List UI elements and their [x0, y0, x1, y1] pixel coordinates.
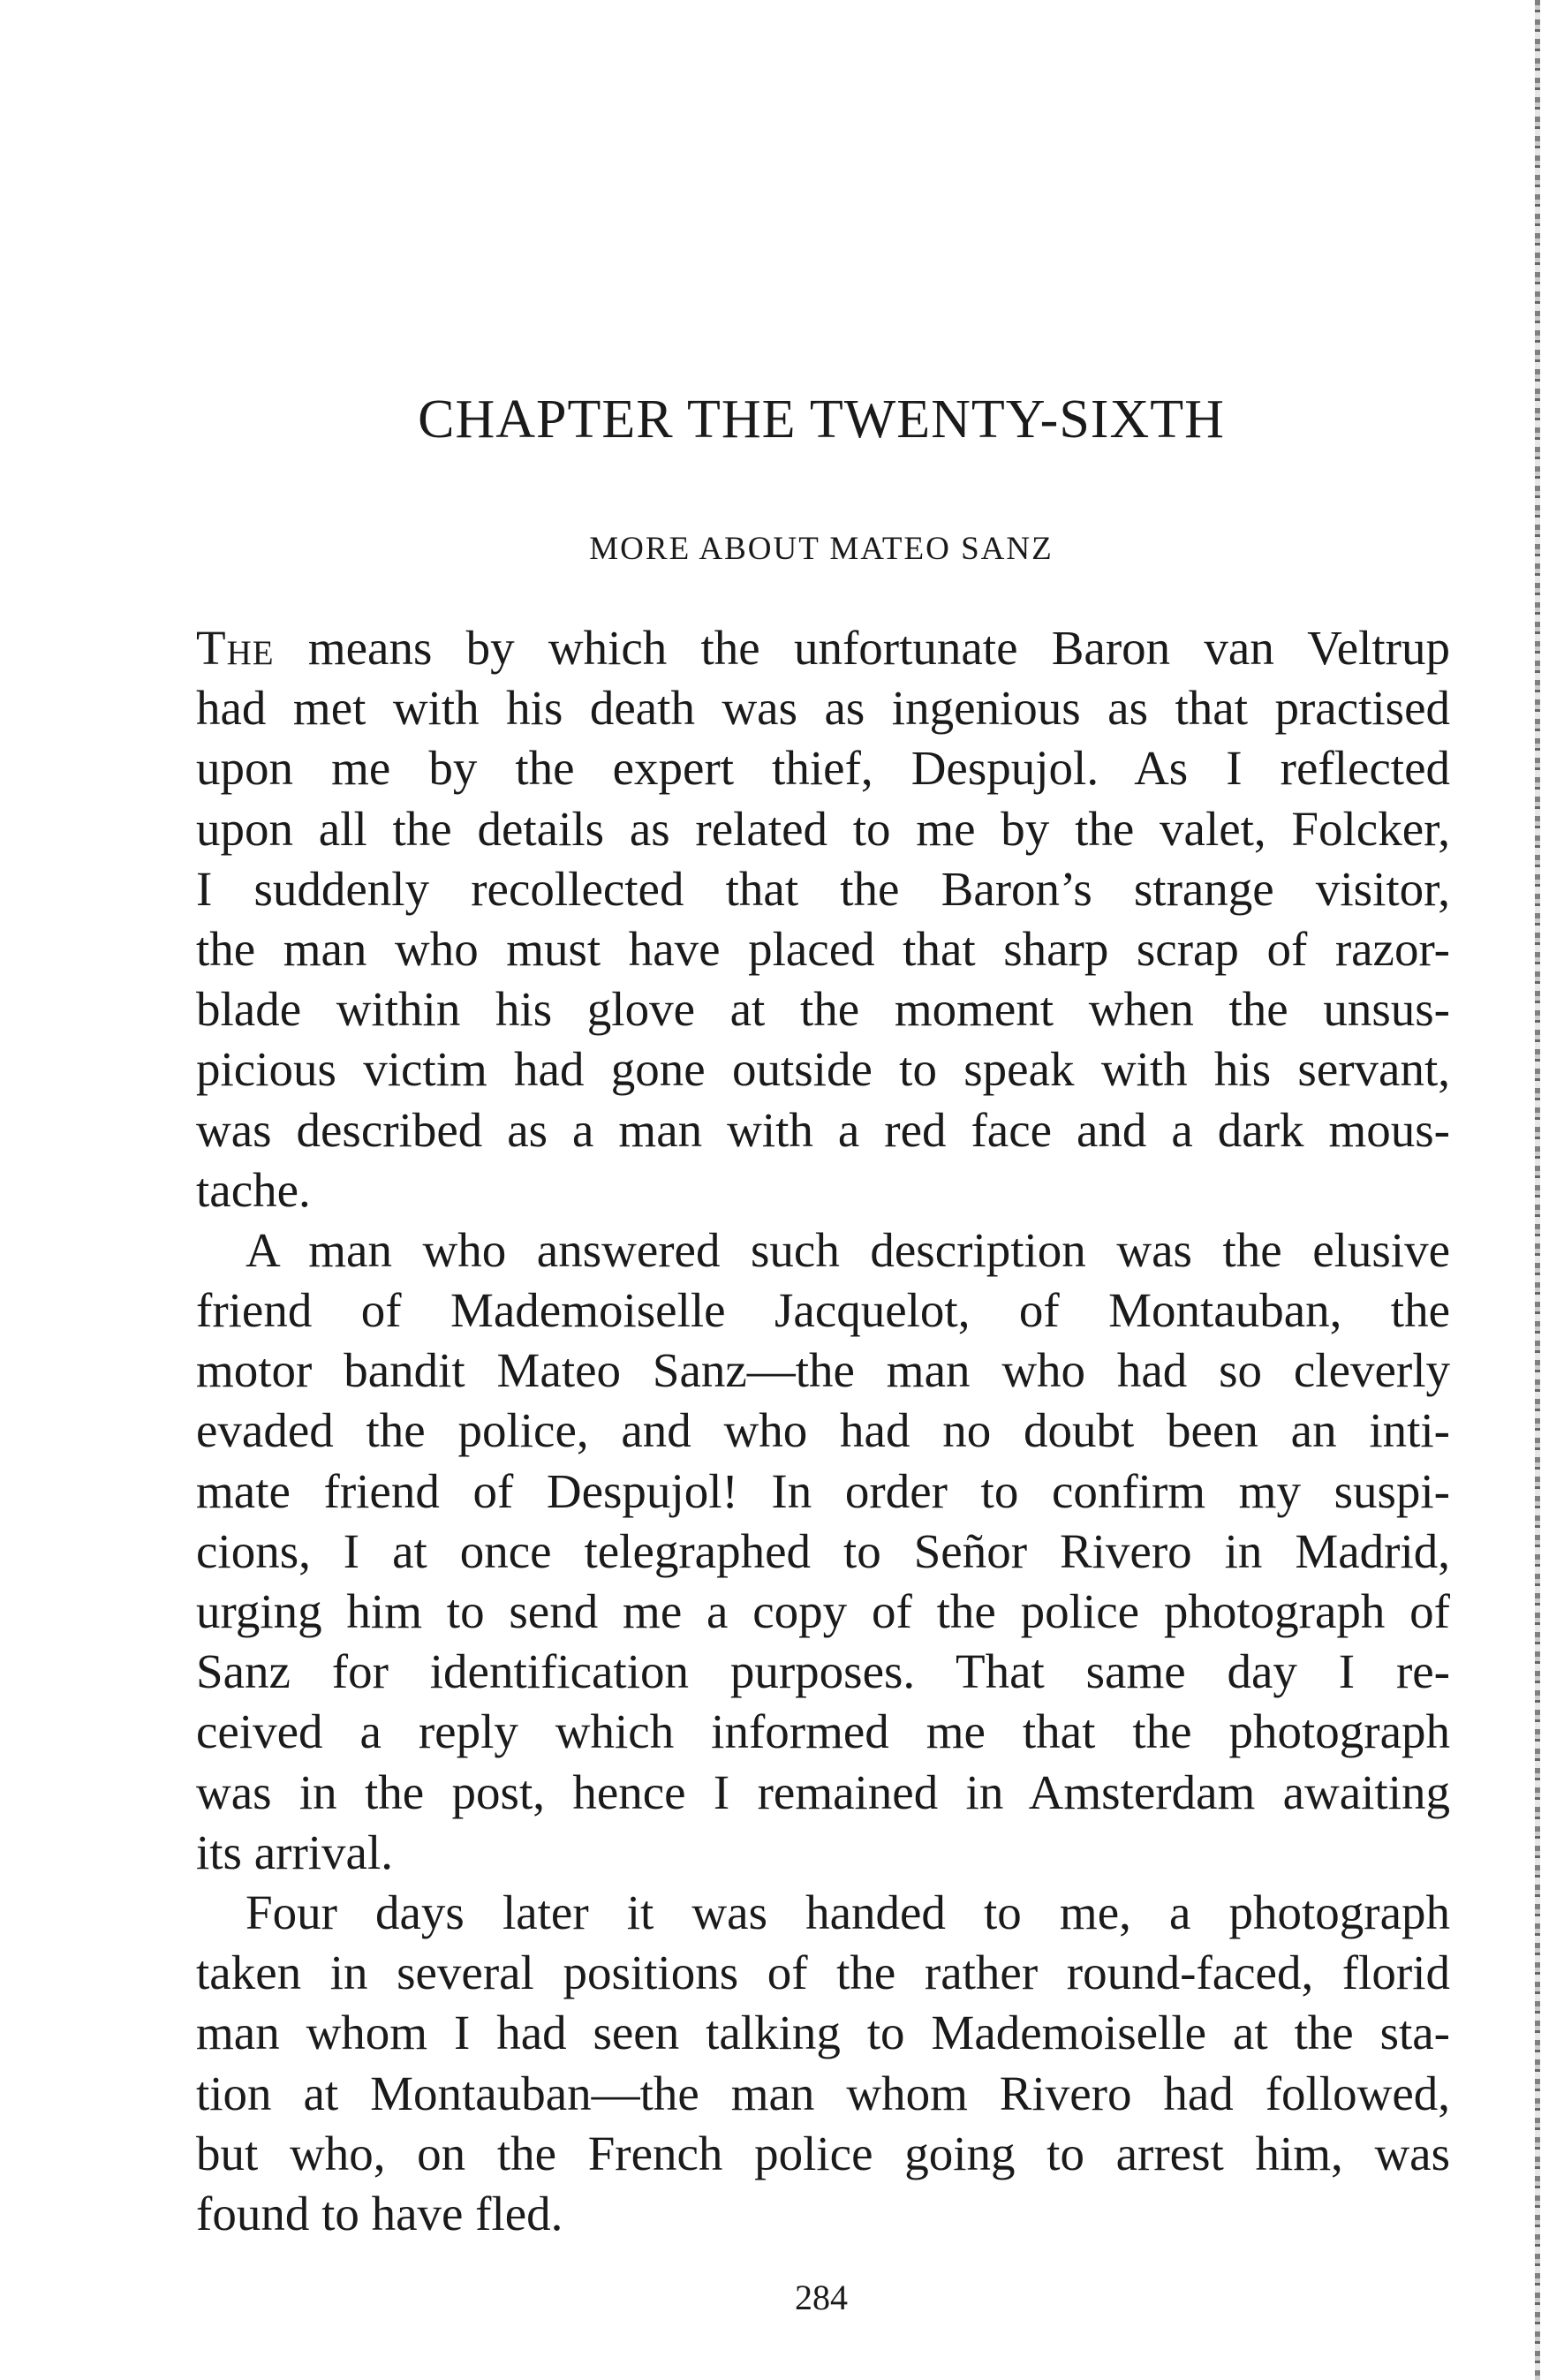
text-line: friend of Mademoiselle Jacquelot, of Montauban, the — [196, 1283, 1450, 1338]
text-line: found to have fled. — [196, 2186, 563, 2240]
text-line: The means by which the unfortunate Baron van Veltrup — [196, 621, 1450, 675]
chapter-title: CHAPTER THE TWENTY-SIXTH — [418, 389, 1225, 450]
text-line: upon all the details as related to me by the valet, Folcker, — [196, 801, 1450, 856]
text-line: motor bandit Mateo Sanz—the man who had so cleverly — [196, 1343, 1450, 1398]
drop-lead-word: The — [196, 621, 275, 675]
body-text — [196, 618, 1450, 2244]
text-line: I suddenly recollected that the Baron’s strange visitor, — [196, 861, 1450, 916]
page-edge-gutter — [1535, 0, 1540, 2380]
text-line: had met with his death was as ingenious as that practised — [196, 681, 1450, 736]
text-line: blade within his glove at the moment when the unsus- — [196, 982, 1450, 1037]
chapter-subtitle: MORE ABOUT MATEO SANZ — [589, 531, 1054, 567]
text-line: taken in several positions of the rather round-faced, florid — [196, 1946, 1450, 2000]
text-line: was described as a man with a red face and a dark mous- — [196, 1102, 1450, 1157]
text-line: evaded the police, and who had no doubt been an inti- — [196, 1403, 1450, 1458]
text-line: its arrival. — [196, 1825, 393, 1879]
text-line: urging him to send me a copy of the police photograph of — [196, 1584, 1450, 1638]
page-number: 284 — [795, 2278, 848, 2317]
paragraph-1 — [196, 618, 1450, 1220]
text-line: tion at Montauban—the man whom Rivero had followed, — [196, 2066, 1450, 2120]
text-line: mate friend of Despujol! In order to confirm my suspi- — [196, 1463, 1450, 1518]
text-line: Sanz for identification purposes. That same day I re- — [196, 1644, 1450, 1699]
text-line: upon me by the expert thief, Despujol. As I reflected — [196, 741, 1450, 796]
text-line: Four days later it was handed to me, a photograph — [246, 1885, 1450, 1939]
text-line: was in the post, hence I remained in Amsterdam awaiting — [196, 1764, 1450, 1819]
text-line: the man who must have placed that sharp scrap of razor- — [196, 921, 1450, 976]
text-line: ceived a reply which informed me that the photograph — [196, 1704, 1450, 1759]
paragraph-3 — [196, 1883, 1450, 2244]
paragraph-2 — [196, 1220, 1450, 1883]
text-line: A man who answered such description was the elusive — [246, 1222, 1450, 1277]
text-line: man whom I had seen talking to Mademoiselle at the sta- — [196, 2006, 1450, 2060]
text-line: but who, on the French police going to arrest him, was — [196, 2126, 1450, 2180]
text-line: cions, I at once telegraphed to Señor Rivero in Madrid, — [196, 1523, 1450, 1578]
text-line: picious victim had gone outside to speak with his servant, — [196, 1042, 1450, 1097]
text-line: tache. — [196, 1162, 311, 1217]
